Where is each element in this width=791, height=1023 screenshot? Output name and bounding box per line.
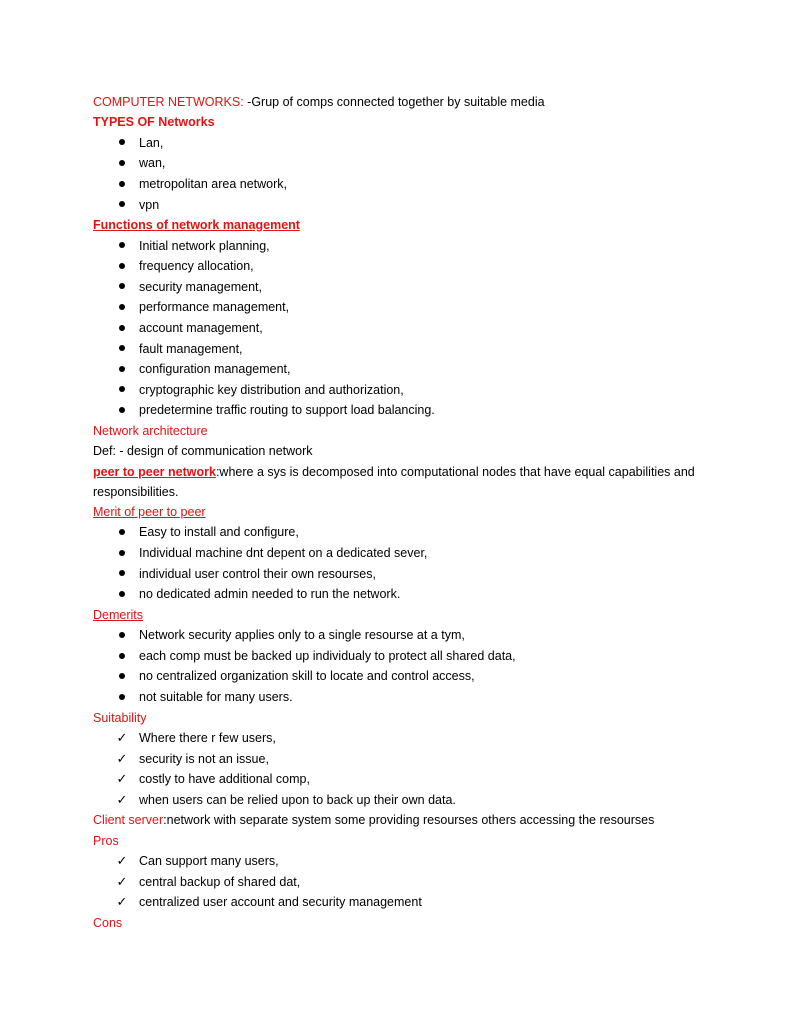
bullet-icon <box>115 277 129 298</box>
list-item-text: wan, <box>139 156 166 171</box>
bullet-dot-icon <box>119 632 125 638</box>
list-item-text: vpn <box>139 197 160 212</box>
list-item <box>93 277 713 298</box>
list-item <box>93 133 713 154</box>
demerits-list <box>93 625 713 707</box>
types-list <box>93 133 713 215</box>
bullet-dot-icon <box>119 407 125 413</box>
pros-heading: Pros <box>93 833 119 848</box>
list-item <box>93 625 713 646</box>
bullet-icon <box>115 256 129 277</box>
bullet-icon <box>115 153 129 174</box>
bullet-icon <box>115 339 129 360</box>
checkmark-icon: ✓ <box>116 853 128 869</box>
list-item-text: security is not an issue, <box>139 751 269 766</box>
bullet-icon <box>115 297 129 318</box>
list-item-text: not suitable for many users. <box>139 690 293 705</box>
list-item-text: Network security applies only to a single resourse at a tym, <box>139 628 465 643</box>
list-item-text: central backup of shared dat, <box>139 874 301 889</box>
list-item <box>93 543 713 564</box>
list-item-text: no centralized organization skill to locate and control access, <box>139 669 475 684</box>
bullet-icon <box>115 584 129 605</box>
bullet-icon <box>115 625 129 646</box>
bullet-icon <box>115 174 129 195</box>
list-item <box>93 153 713 174</box>
bullet-dot-icon <box>119 242 125 248</box>
architecture-heading: Network architecture <box>93 423 208 438</box>
cons-heading: Cons <box>93 915 123 930</box>
bullet-icon <box>115 380 129 401</box>
bullet-icon <box>115 646 129 667</box>
list-item <box>93 174 713 195</box>
list-item <box>93 687 713 708</box>
bullet-dot-icon <box>119 325 125 331</box>
p2p-term: peer to peer network <box>93 464 216 479</box>
merits-list <box>93 522 713 604</box>
intro-text: -Grup of comps connected together by suitable media <box>243 95 545 109</box>
suitability-heading: Suitability <box>93 710 147 725</box>
bullet-dot-icon <box>119 653 125 659</box>
checkmark-icon: ✓ <box>116 730 128 745</box>
document-page <box>93 92 713 933</box>
checkmark-icon: ✓ <box>116 771 128 787</box>
bullet-dot-icon <box>119 366 125 372</box>
pros-list <box>93 851 713 913</box>
list-item-text: account management, <box>139 320 263 335</box>
list-item-text: Initial network planning, <box>139 238 270 253</box>
bullet-icon <box>115 359 129 380</box>
list-item <box>93 851 713 872</box>
bullet-dot-icon <box>119 591 125 597</box>
client-server-term: Client server <box>93 813 164 828</box>
list-item <box>93 584 713 605</box>
list-item-text: predetermine traffic routing to support load balancing. <box>139 403 435 418</box>
list-item <box>93 646 713 667</box>
list-item <box>93 339 713 360</box>
client-server-line <box>93 810 713 830</box>
bullet-icon <box>115 687 129 708</box>
p2p-paragraph <box>93 462 713 502</box>
bullet-dot-icon <box>119 694 125 700</box>
functions-list <box>93 236 713 421</box>
bullet-dot-icon <box>119 345 125 351</box>
list-item <box>93 380 713 401</box>
list-item <box>93 790 713 811</box>
list-item <box>93 666 713 687</box>
bullet-icon <box>115 666 129 687</box>
list-item <box>93 728 713 749</box>
list-item-text: when users can be relied upon to back up their own data. <box>139 792 456 807</box>
bullet-dot-icon <box>119 263 125 269</box>
bullet-icon <box>115 543 129 564</box>
bullet-dot-icon <box>119 529 125 535</box>
list-item-text: no dedicated admin needed to run the network. <box>139 587 401 602</box>
bullet-dot-icon <box>119 673 125 679</box>
list-item <box>93 256 713 277</box>
client-server-text: :network with separate system some providing resourses others accessing the resourses <box>163 813 655 828</box>
list-item <box>93 400 713 421</box>
demerits-heading: Demerits <box>93 607 144 622</box>
bullet-dot-icon <box>119 570 125 576</box>
merits-heading: Merit of peer to peer <box>93 505 206 520</box>
list-item-text: each comp must be backed up individualy to protect all shared data, <box>139 648 516 663</box>
list-item <box>93 872 713 893</box>
bullet-icon <box>115 400 129 421</box>
suitability-list <box>93 728 713 810</box>
list-item-text: fault management, <box>139 341 243 356</box>
list-item-text: security management, <box>139 279 262 294</box>
list-item-text: Easy to install and configure, <box>139 525 299 540</box>
list-item <box>93 236 713 257</box>
architecture-def: Def: - design of communication network <box>93 444 313 459</box>
list-item <box>93 297 713 318</box>
list-item <box>93 318 713 339</box>
bullet-icon <box>115 522 129 543</box>
list-item-text: individual user control their own resourses, <box>139 566 376 581</box>
checkmark-icon: ✓ <box>116 791 128 807</box>
list-item-text: Lan, <box>139 135 164 150</box>
list-item-text: configuration management, <box>139 362 291 377</box>
checkmark-icon: ✓ <box>116 894 128 910</box>
bullet-dot-icon <box>119 160 125 166</box>
bullet-icon <box>115 236 129 257</box>
functions-heading: Functions of network management <box>93 218 300 233</box>
checkmark-icon: ✓ <box>116 750 128 766</box>
list-item <box>93 195 713 216</box>
bullet-dot-icon <box>119 386 125 392</box>
list-item-text: performance management, <box>139 300 290 315</box>
intro-heading: COMPUTER NETWORKS: <box>93 95 244 109</box>
list-item <box>93 892 713 913</box>
bullet-dot-icon <box>119 139 125 145</box>
bullet-icon <box>115 564 129 585</box>
list-item-text: Where there r few users, <box>139 731 276 745</box>
p2p-text: :where a sys is decomposed into computational nodes that have equal capabilities and responsibilities. <box>93 464 695 499</box>
bullet-icon <box>115 133 129 154</box>
bullet-dot-icon <box>119 283 125 289</box>
list-item-text: Can support many users, <box>139 854 279 869</box>
list-item-text: Individual machine dnt depent on a dedicated sever, <box>139 546 428 561</box>
list-item <box>93 749 713 770</box>
list-item-text: centralized user account and security management <box>139 895 422 910</box>
bullet-dot-icon <box>119 181 125 187</box>
checkmark-icon: ✓ <box>116 873 128 889</box>
bullet-icon <box>115 195 129 216</box>
list-item-text: costly to have additional comp, <box>139 772 310 787</box>
bullet-dot-icon <box>119 201 125 207</box>
intro-line <box>93 92 713 112</box>
types-heading: TYPES OF Networks <box>93 115 215 130</box>
list-item-text: cryptographic key distribution and authorization, <box>139 382 404 397</box>
list-item <box>93 769 713 790</box>
list-item <box>93 564 713 585</box>
list-item-text: metropolitan area network, <box>139 176 287 191</box>
list-item-text: frequency allocation, <box>139 259 254 274</box>
bullet-dot-icon <box>119 550 125 556</box>
bullet-icon <box>115 318 129 339</box>
bullet-dot-icon <box>119 304 125 310</box>
list-item <box>93 359 713 380</box>
list-item <box>93 522 713 543</box>
